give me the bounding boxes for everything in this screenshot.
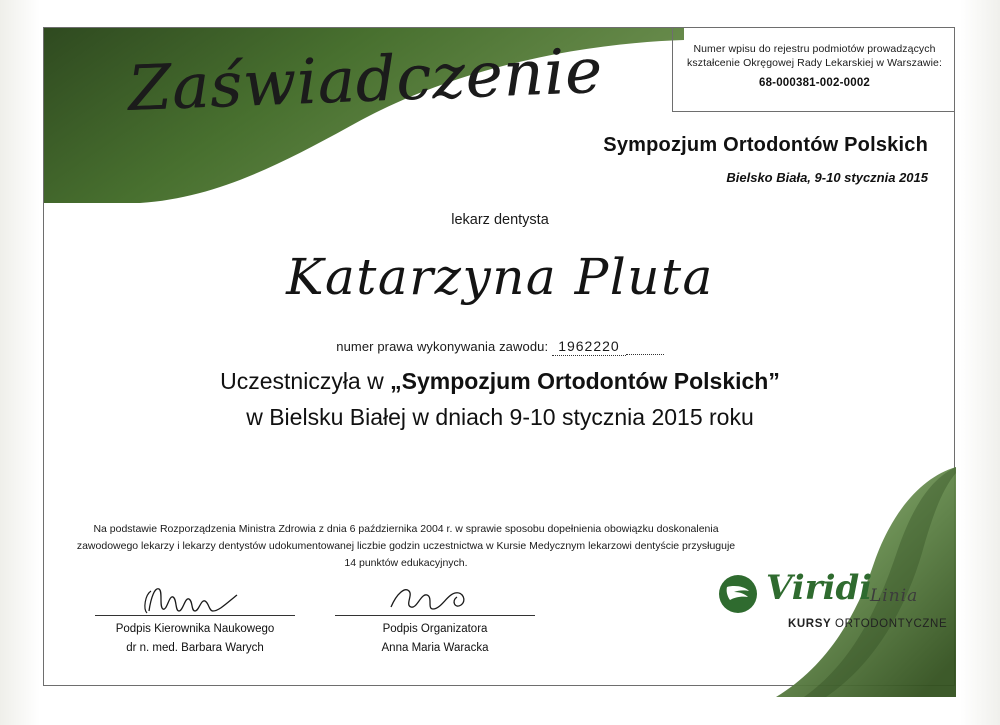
license-line: [0, 338, 1000, 355]
logo-wordmark: Viridi: [766, 568, 873, 608]
signature-person: Anna Maria Waracka: [381, 642, 489, 654]
registry-box: [672, 28, 954, 112]
statement-prefix: Uczestniczyła w: [220, 368, 391, 394]
statement-line-2: w Bielsku Białej w dniach 9-10 stycznia 2015 roku: [246, 404, 754, 430]
signature-block-organizer: [335, 585, 535, 654]
logo-tagline-bold: KURSY: [788, 618, 832, 630]
signature-rule: [335, 615, 535, 616]
signature-rule: [95, 615, 295, 616]
signature-person: dr n. med. Barbara Warych: [126, 642, 264, 654]
recipient-name: Katarzyna Pluta: [286, 248, 714, 306]
statement-quoted-title: „Sympozjum Ortodontów Polskich”: [390, 368, 780, 394]
registry-line-1: Numer wpisu do rejestru podmiotów prowadzących: [693, 43, 936, 55]
license-dots: [626, 342, 664, 355]
legal-footnote: Na podstawie Rozporządzenia Ministra Zdrowia z dnia 6 października 2004 r. w sprawie sposobu dopełnienia obowiązku doskonalenia zawodowego lekarzy i lekarzy dentystów udokumentowanej liczbie godzin uczestnictwa w Kursie Medycznym lekarzowi dentyście przysługuje 14 punktów edukacyjnych.: [76, 523, 736, 569]
event-place-date: Bielsko Biała, 9-10 stycznia 2015: [726, 170, 928, 185]
registry-number: 68-000381-002-0002: [758, 77, 871, 89]
signature-role: Podpis Organizatora: [382, 623, 488, 635]
license-label: numer prawa wykonywania zawodu:: [336, 339, 549, 354]
leaf-shield-icon: [718, 574, 758, 614]
statement-line-1: [0, 368, 1000, 395]
logo-wordmark-secondary: Linia: [870, 586, 919, 606]
recipient-role: lekarz dentysta: [451, 212, 549, 228]
logo-tagline: [788, 618, 947, 630]
signature-scribble-icon: [95, 585, 295, 615]
event-name: Sympozjum Ortodontów Polskich: [603, 134, 928, 156]
signature-block-scientific-head: [95, 585, 295, 654]
registry-line-2: kształcenie Okręgowej Rady Lekarskiej w Warszawie:: [687, 57, 942, 69]
viridi-logo: [718, 568, 948, 642]
signature-role: Podpis Kierownika Naukowego: [115, 623, 275, 635]
signature-scribble-icon: [335, 585, 535, 615]
logo-tagline-rest: ORTODONTYCZNE: [831, 618, 948, 630]
license-number: 1962220: [552, 338, 626, 356]
page-title: Zaświadczenie: [126, 33, 605, 125]
